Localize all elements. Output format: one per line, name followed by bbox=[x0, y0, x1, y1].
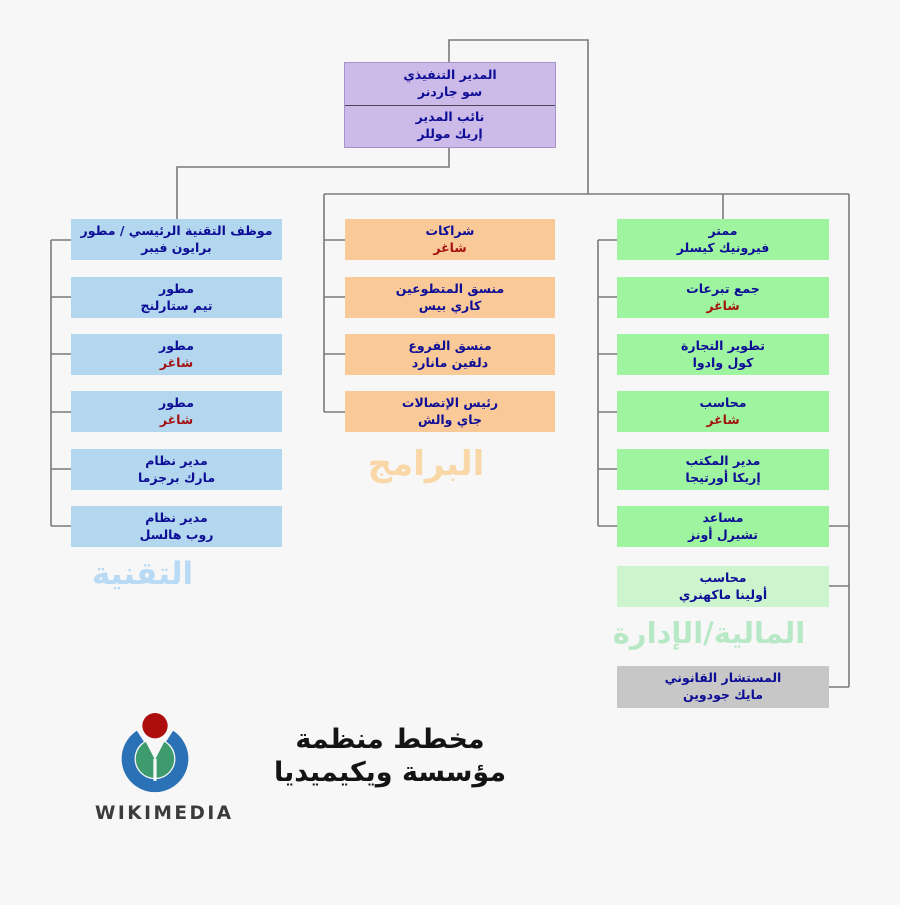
wikimedia-logo-mark bbox=[107, 706, 203, 802]
role-text: محاسب bbox=[699, 394, 747, 410]
role-text: مدير نظام bbox=[145, 452, 208, 468]
org-box-partnerships bbox=[345, 219, 555, 260]
name-text: جاي والش bbox=[418, 411, 482, 427]
role-text: مطور bbox=[159, 394, 194, 410]
name-text-vacant: شاغر bbox=[706, 297, 740, 313]
caption-line-2: مؤسسة ويكيميديا bbox=[273, 756, 507, 788]
role-text: تطوير التجارة bbox=[681, 337, 765, 353]
logo-red-circle bbox=[142, 713, 167, 738]
role-text: نائب المدير bbox=[415, 109, 485, 125]
org-box-sysadmin-2 bbox=[71, 506, 282, 547]
role-text: مساعد bbox=[702, 509, 744, 525]
name-text: روب هالسل bbox=[139, 526, 214, 542]
org-box-cfo bbox=[617, 219, 829, 260]
group-label-tech: التقنية bbox=[91, 556, 194, 592]
role-text: مدير نظام bbox=[145, 509, 208, 525]
name-text: كاري بيس bbox=[418, 297, 482, 313]
caption-line-1: مخطط منظمة bbox=[295, 724, 485, 755]
org-box-accountant-2 bbox=[617, 566, 829, 607]
name-text: مايك جودوين bbox=[682, 687, 764, 702]
name-text: فيرونيك كيسلر bbox=[676, 239, 770, 255]
group-label-programs: البرامج bbox=[367, 444, 485, 484]
name-text-vacant: شاغر bbox=[159, 411, 194, 427]
role-text: مطور bbox=[159, 337, 194, 353]
wikimedia-logo bbox=[95, 706, 234, 824]
wikimedia-wordmark: WIKIMEDIA bbox=[95, 803, 234, 824]
name-text: مارك برجزما bbox=[137, 469, 216, 485]
deputy-director-cell bbox=[345, 105, 555, 148]
org-box-chapters-coordinator bbox=[345, 334, 555, 375]
role-text: محاسب bbox=[699, 569, 747, 585]
org-box-developer-2 bbox=[71, 334, 282, 375]
name-text: سو جاردنر bbox=[417, 83, 483, 99]
chart-caption bbox=[255, 724, 525, 790]
role-text: شراكات bbox=[425, 222, 475, 238]
logo-stem bbox=[153, 759, 156, 781]
role-text: ممتر bbox=[708, 222, 738, 238]
name-text-vacant: شاغر bbox=[159, 354, 194, 370]
role-text: موظف التقنية الرئيسي / مطور bbox=[80, 222, 273, 238]
org-box-assistant bbox=[617, 506, 829, 547]
org-box-legal-counsel bbox=[617, 666, 829, 708]
role-text: مدير المكتب bbox=[685, 452, 761, 468]
name-text: دلفين مانارد bbox=[411, 354, 489, 370]
org-box-volunteer-coordinator bbox=[345, 277, 555, 318]
org-box-sysadmin-1 bbox=[71, 449, 282, 490]
role-text: منسق المتطوعين bbox=[395, 280, 505, 296]
group-label-finance: المالية/الإدارة bbox=[612, 616, 806, 650]
org-box-fundraising bbox=[617, 277, 829, 318]
org-box-developer-1 bbox=[71, 277, 282, 318]
executive-director-cell bbox=[345, 63, 555, 105]
name-text: إريك موللر bbox=[417, 126, 483, 142]
name-text-vacant: شاغر bbox=[433, 239, 467, 255]
org-box-business-development bbox=[617, 334, 829, 375]
name-text: إريكا أورتيجا bbox=[685, 469, 761, 485]
name-text-vacant: شاغر bbox=[706, 411, 740, 427]
org-box-executive-director bbox=[344, 62, 556, 148]
name-text: كول وادوا bbox=[692, 354, 754, 370]
name-text: أولينا ماكهنري bbox=[678, 586, 768, 602]
org-box-accountant-1 bbox=[617, 391, 829, 432]
role-text: مطور bbox=[159, 280, 194, 296]
role-text: رئيس الإتصالات bbox=[401, 394, 499, 410]
name-text: برايون فيبر bbox=[141, 239, 212, 255]
role-text: المدير التنفيذي bbox=[403, 66, 497, 82]
name-text: تشيرل أونز bbox=[687, 526, 758, 542]
name-text: تيم ستارلنج bbox=[140, 297, 213, 313]
org-box-cto bbox=[71, 219, 282, 260]
org-box-developer-3 bbox=[71, 391, 282, 432]
role-text: المستشار القانوني bbox=[664, 670, 782, 686]
org-box-communications-head bbox=[345, 391, 555, 432]
org-box-office-manager bbox=[617, 449, 829, 490]
role-text: منسق الفروع bbox=[408, 337, 492, 353]
role-text: جمع تبرعات bbox=[686, 280, 760, 296]
